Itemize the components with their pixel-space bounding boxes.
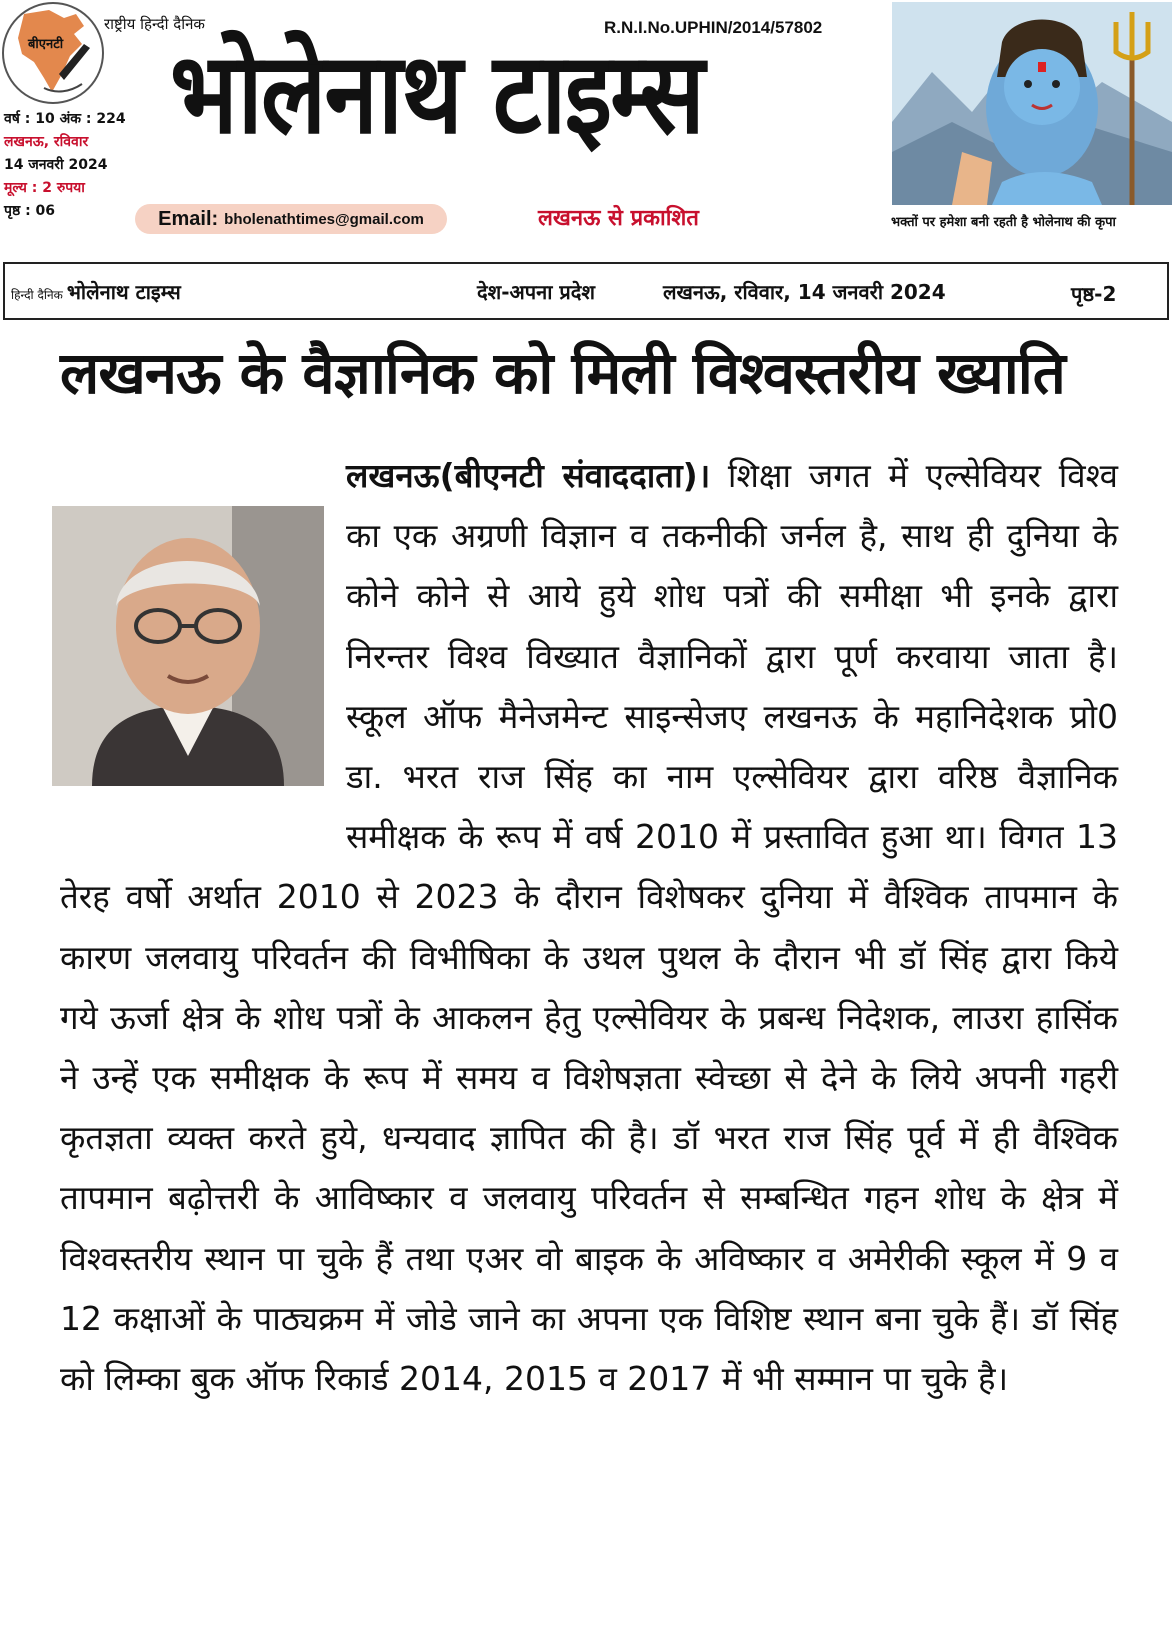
newspaper-logo [2, 2, 104, 104]
image-caption: भक्तों पर हमेशा बनी रहती है भोलेनाथ की कृपा [891, 215, 1116, 230]
year-issue: वर्ष : 10 अंक : 224 [4, 111, 126, 127]
shiva-illustration [892, 2, 1172, 205]
section-name: देश-अपना प्रदेश [477, 280, 596, 304]
article-headline: लखनऊ के वैज्ञानिक को मिली विश्वस्तरीय ख्याति [60, 339, 1065, 407]
email-pill [135, 204, 447, 234]
bar-brand [11, 278, 181, 305]
dateline: लखनऊ, रविवार, 14 जनवरी 2024 [663, 280, 946, 304]
page-count: पृष्ठ : 06 [4, 203, 56, 219]
published-from: लखनऊ से प्रकाशित [538, 206, 699, 231]
email-address[interactable]: bholenathtimes@gmail.com [224, 210, 424, 228]
email-label: Email: [158, 207, 219, 230]
page-info-bar [3, 262, 1169, 320]
bar-paper-type: हिन्दी दैनिक [11, 288, 63, 302]
price: मूल्य : 2 रुपया [4, 180, 85, 196]
bar-paper-name: भोलेनाथ टाइम्स [66, 280, 181, 304]
place-day: लखनऊ, रविवार [4, 134, 89, 150]
rni-number: R.N.I.No.UPHIN/2014/57802 [604, 18, 823, 37]
india-map-logo-icon [4, 4, 102, 102]
photo-spacer [60, 506, 336, 864]
article-body [60, 446, 1118, 1409]
page-number: पृष्ठ-2 [1071, 282, 1117, 306]
masthead-title: भोलेनाथ टाइम्स [170, 29, 704, 159]
shiva-image-icon [892, 2, 1172, 205]
tagline: राष्ट्रीय हिन्दी दैनिक [104, 15, 205, 33]
issue-date: 14 जनवरी 2024 [4, 157, 108, 173]
article-text: शिक्षा जगत में एल्सेवियर विश्व का एक अग्रणी विज्ञान व तकनीकी जर्नल है, साथ ही दुनिया के कोने कोने से आये हुये शोध पत्रों की समीक्षा भी इनके द्वारा निरन्तर विश्व विख्यात वैज्ञानिकों द्वारा पूर्ण करवाया जाता है। स्कूल ऑफ मैनेजमेन्ट साइन्सेजए लखनऊ के महानिदेशक प्रो0 डा. भरत राज सिंह का नाम एल्सेवियर द्वारा वरिष्ठ वैज्ञानिक समीक्षक के रूप में वर्ष 2010 में प्रस्तावित हुआ था। विगत 13 तेरह वर्षो अर्थात 2010 से 2023 के दौरान विशेषकर दुनिया में वैश्विक तापमान के कारण जलवायु परिवर्तन की विभीषिका के उथल पुथल के दौरान भी डॉ सिंह द्वारा किये गये ऊर्जा क्षेत्र के शोध पत्रों के आकलन हेतु एल्सेवियर के प्रबन्ध निदेशक, लाउरा हासिंक ने उन्हें एक समीक्षक के रूप में समय व विशेषज्ञता स्वेच्छा से देने के लिये अपनी गहरी कृतज्ञता व्यक्त करते हुये, धन्यवाद ज्ञापित की है। डॉ भरत राज सिंह पूर्व में ही वैश्विक तापमान बढ़ोत्तरी के आविष्कार व जलवायु परिवर्तन से सम्बन्धित गहन शोध के क्षेत्र में विश्वस्तरीय स्थान पा चुके हैं तथा एअर वो बाइक के अविष्कार व अमेरीकी स्कूल में 9 व 12 कक्षाओं के पाठ्यक्रम में जोडे जाने का अपना एक विशिष्ट स्थान बना चुके हैं। डॉ सिंह को लिम्का बुक ऑफ रिकार्ड 2014, 2015 व 2017 में भी सम्मान पा चुके है। [60, 456, 1118, 1399]
article-lead: लखनऊ(बीएनटी संवाददाता)। [346, 456, 711, 495]
logo-text: बीएनटी [28, 37, 64, 52]
issue-meta [4, 108, 126, 223]
